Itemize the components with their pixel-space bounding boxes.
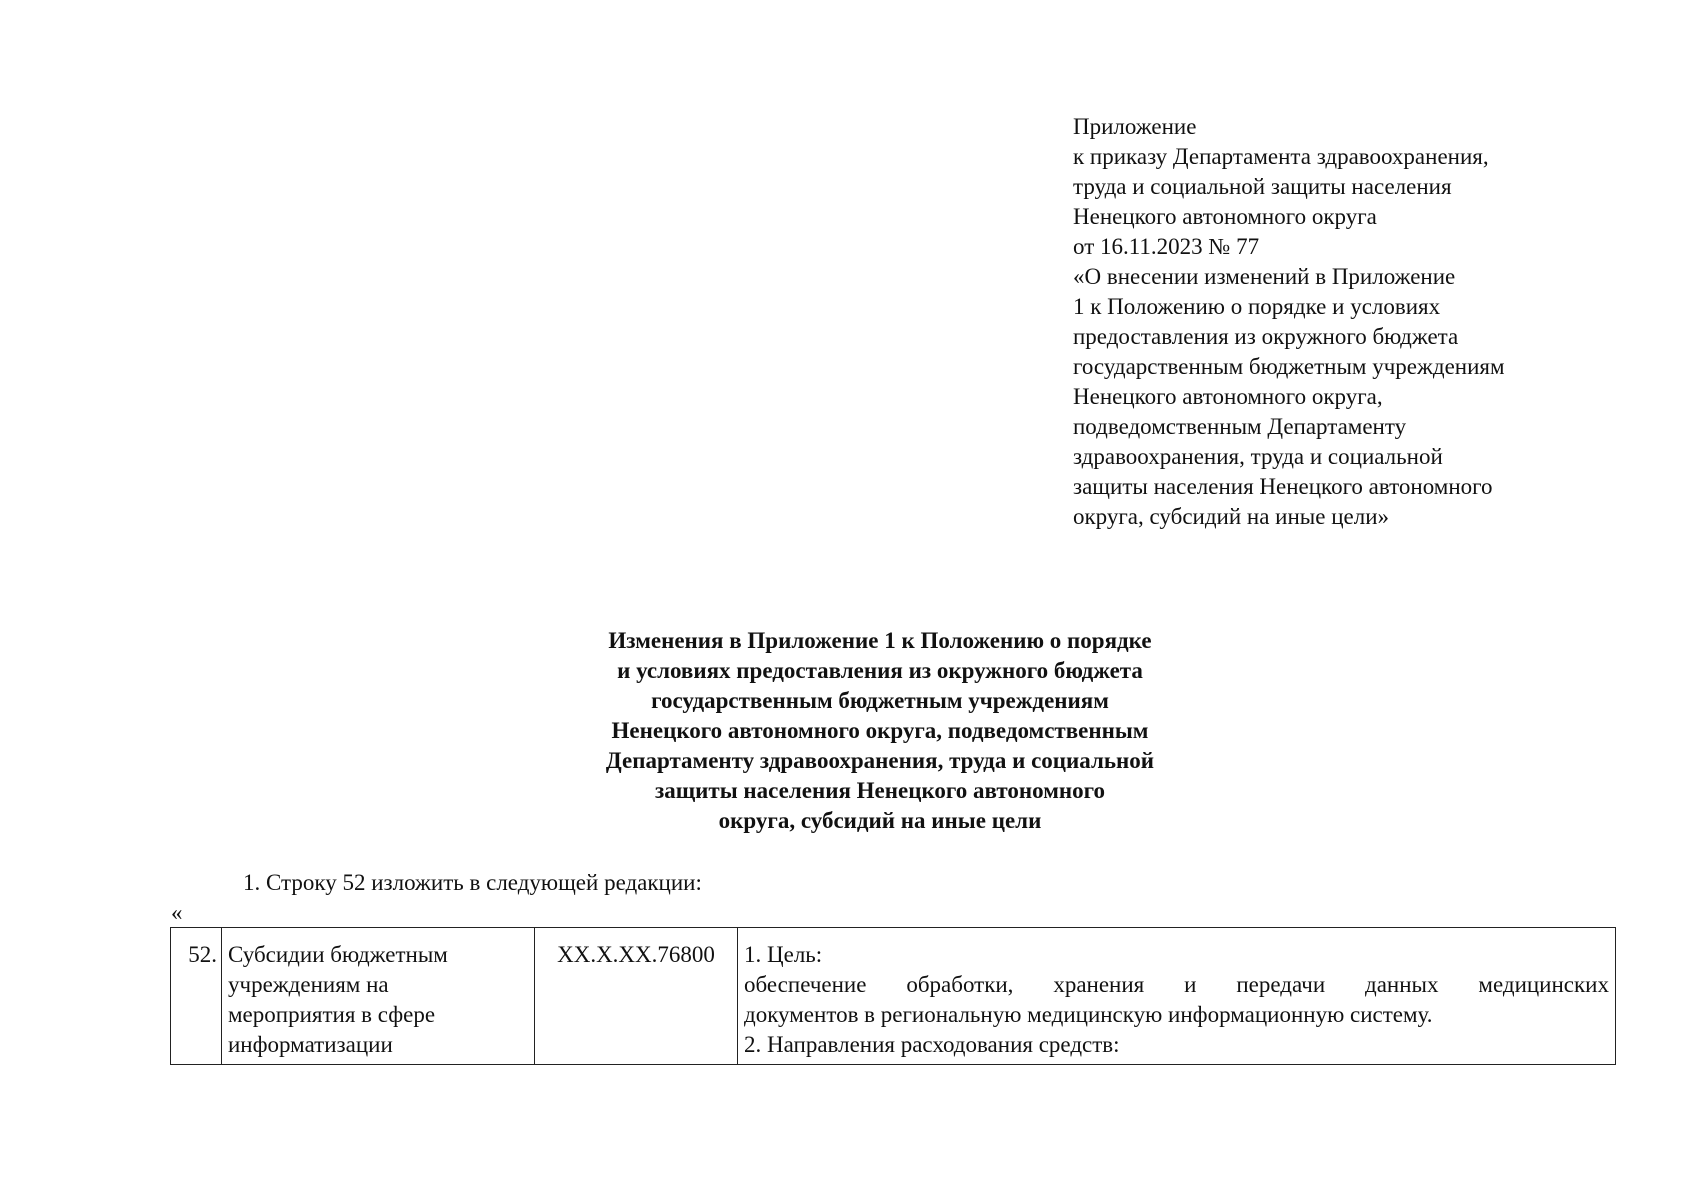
instruction-paragraph: 1. Строку 52 изложить в следующей редакции: [243, 870, 702, 895]
directions-label: 2. Направления расходования средств: [744, 1032, 1120, 1057]
appendix-header [1073, 112, 1633, 532]
appendix-line: «О внесении изменений в Приложение [1073, 264, 1456, 289]
appendix-line: Ненецкого автономного округа [1073, 204, 1377, 229]
appendix-line: подведомственным Департаменту [1073, 414, 1407, 439]
appendix-line: предоставления из окружного бюджета [1073, 324, 1459, 349]
document-title [510, 626, 1250, 836]
appendix-line: от 16.11.2023 № 77 [1073, 234, 1260, 259]
goal-text-line: документов в региональную медицинскую информационную систему. [744, 1002, 1433, 1027]
appendix-line: защиты населения Ненецкого автономного [1073, 474, 1493, 499]
opening-quote-mark: « [171, 900, 183, 925]
row-name-line: информатизации [228, 1032, 393, 1057]
row-code-cell: ХХ.Х.ХХ.76800 [535, 928, 738, 1065]
title-line: Ненецкого автономного округа, подведомственным [611, 718, 1149, 743]
title-line: Департаменту здравоохранения, труда и социальной [605, 748, 1155, 773]
row-number-cell: 52. [171, 928, 222, 1065]
appendix-line: округа, субсидий на иные цели» [1073, 504, 1390, 529]
changes-table [170, 927, 1616, 1065]
row-name-cell [222, 928, 535, 1065]
table-row [171, 928, 1616, 1065]
appendix-line: труда и социальной защиты населения [1073, 174, 1452, 199]
row-name-line: мероприятия в сфере [228, 1002, 436, 1027]
appendix-line: Приложение [1073, 114, 1197, 139]
title-line: защиты населения Ненецкого автономного [654, 778, 1105, 803]
title-line: государственным бюджетным учреждениям [651, 688, 1109, 713]
title-line: и условиях предоставления из окружного бюджета [617, 658, 1143, 683]
appendix-line: здравоохранения, труда и социальной [1073, 444, 1443, 469]
goal-text-line: обеспечение обработки, хранения и передачи данных медицинских [744, 972, 1609, 997]
goal-label: 1. Цель: [744, 942, 823, 967]
title-line: Изменения в Приложение 1 к Положению о порядке [608, 628, 1152, 653]
row-name-line: учреждениям на [228, 972, 389, 997]
row-description-cell [738, 928, 1616, 1065]
appendix-line: к приказу Департамента здравоохранения, [1073, 144, 1489, 169]
row-name-line: Субсидии бюджетным [228, 942, 448, 967]
appendix-line: государственным бюджетным учреждениям [1073, 354, 1505, 379]
appendix-line: Ненецкого автономного округа, [1073, 384, 1383, 409]
title-line: округа, субсидий на иные цели [718, 808, 1042, 833]
appendix-line: 1 к Положению о порядке и условиях [1073, 294, 1441, 319]
